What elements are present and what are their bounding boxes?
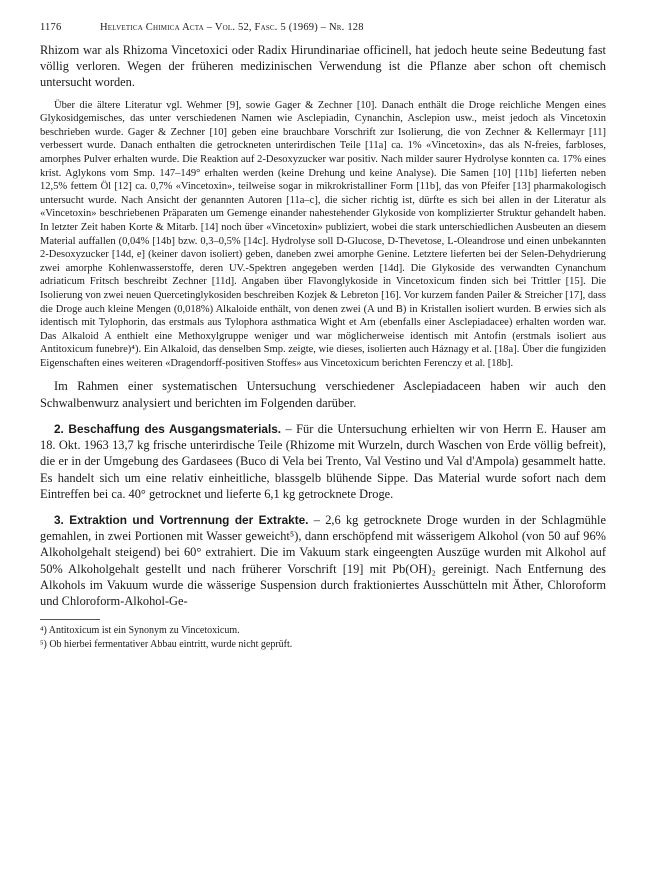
- section-3: [40, 512, 606, 609]
- frame-paragraph: Im Rahmen einer systematischen Untersuchung verschiedener Asclepiadaceen haben wir auch den Schwalbenwurz analysiert und berichten im Folgenden darüber.: [40, 379, 606, 410]
- section-2-text: – Für die Untersuchung erhielten wir von Herrn E. Hauser am 18. Okt. 1963 13,7 kg frische unterirdische Teile (Rhizome mit Wurzeln, durch Waschen von Erde völlig befreit), die er in der Umgebung des Gardasees (Buco di Vela bei Trento, Val Vestino und Val d'Ampola) gesammelt hatte. Es handelt sich um eine relativ einheitliche, blassgelb blühende Sippe. Das Material wurde sofort nach dem Eintreffen bei ca. 40° getrocknet und lieferte 6,1 kg getrocknete Droge.: [40, 421, 606, 501]
- literature-paragraph: Über die ältere Literatur vgl. Wehmer [9], sowie Gager & Zechner [10]. Danach enthält die Droge reichliche Mengen eines Glykosidgemisches, das unter verschiedenen Namen wie Asclepiadin, Cynanchin, Asclepion usw., meist jedoch als Vincetoxin beschrieben wurde. Gager & Zechner [10] geben eine brauchbare Vorschrift zur Isolierung, die von Zechner & Kellermayr [11] verbessert wurde. Danach enthalten die getrockneten unterirdischen Teile [11a] ca. 1% «Vincetoxin», das als N-freies, farbloses, amorphes Pulver erhalten wurde. Die Reaktion auf 2-Desoxyzucker war positiv. Nach milder saurer Hydrolyse konnten ca. 17% eines krist. Aglykons vom Smp. 147–149° erhalten werden (keine Drehung und keine Analyse). Die Samen [10] [11b] lieferten neben 12,5% fettem Öl [12] ca. 0,7% «Vincetoxin», teilweise sogar in mikrokristalliner Form [11b], das von Pfeifer [13] pharmakologisch untersucht wurde. Nach Ansicht der genannten Autoren [11a–c], die sicher richtig ist, dürfte es sich bei allen in der Literatur als «Vincetoxin» beschriebenen Präparaten um Gemenge einander nahestehender Glykoside von komplizierter Struktur gehandelt haben. In letzter Zeit haben Korte & Mitarb. [14] noch über «Vincetoxin» publiziert, wobei die stark unterschiedlichen Ausbeuten an diesem Material auffallen (0,04% [14b] bzw. 0,3–0,5% [14c]. Hydrolyse soll D-Glucose, D-Thevetose, L-Oleandrose und einen unbekannten 2-Desoxyzucker [14d, e] (keiner davon isoliert) geben, daneben zwei amorphe Genine. Letztere lieferten bei der Selen-Dehydrierung zwei amorphe Kohlenwasserstoffe, deren UV.-Spektren angegeben werden [14d]. Die Glykoside des verwandten Cynanchum adriaticum Fritsch beschreibt Zechner [11d]. Angaben über Flavonglykoside in Vincetoxicum finden sich bei Trittler [15]. Die Isolierung von zwei neuen Quercetinglykosiden beschreiben Kozjek & Lebreton [16]. Vor kurzem fanden Pailer & Streicher [17], dass die Droge auch kleine Mengen (0,018%) Alkaloide enthält, von denen zwei (A und B) in Kristallen isoliert wurden. B erwies sich als identisch mit Tylophorin, das erstmals aus Tylophora asthmatica Wight et Arn (ebenfalls einer Asclepiadacee) erhalten worden war. Das Alkaloid A enthielt eine Methoxylgruppe weniger und war möglicherweise identisch mit Antofin (erstmals isoliert aus Antitoxicum funebre)⁴). Ein Alkaloid, das denselben Smp. zeigte, wie dieses, isolierten auch Háznagy et al. [18a]. Über die fungiziden Eigenschaften eines weiteren «Dragendorff-positiven Stoffes» aus Vincetoxicum berichten Ferenczy et al. [18b].: [40, 99, 606, 369]
- section-2: [40, 421, 606, 502]
- page-number: 1176: [40, 22, 62, 33]
- section-3-text: – 2,6 kg getrocknete Droge wurden in der Schlagmühle gemahlen, in zwei Portionen mit Wasser geweicht⁵), dann erschöpfend mit wässerigem Alkohol (von 50 auf 96% Alkoholgehalt steigend) bei 60° extrahiert. Die im Vakuum stark eingeengten Auszüge wurden mit Alkohol auf 50% Alkoholgehalt gestellt und nach früherer Vorschrift [19] mit Pb(OH)₂ gereinigt. Nach Entfernung des Alkohols im Vakuum wurde die wässerige Suspension durch fraktioniertes Ausschütteln mit Äther, Chloroform und Chloroform-Alkohol-Ge-: [40, 512, 606, 608]
- footnote-4: ⁴) Antitoxicum ist ein Synonym zu Vincetoxicum.: [40, 625, 240, 637]
- running-header: [40, 22, 606, 33]
- page: [40, 22, 606, 651]
- section-3-title: 3. Extraktion und Vortrennung der Extrakte.: [54, 512, 309, 527]
- running-title: Helvetica Chimica Acta – Vol. 52, Fasc. 5 (1969) – Nr. 128: [100, 22, 364, 33]
- section-2-title: 2. Beschaffung des Ausgangsmaterials.: [54, 421, 282, 436]
- intro-paragraph: Rhizom war als Rhizoma Vincetoxici oder Radix Hirundinariae officinell, hat jedoch heute seine Bedeutung fast völlig verloren. Wegen der früheren medizinischen Verwendung ist die Pflanze aber schon oft chemisch untersucht worden.: [40, 43, 606, 90]
- footnote-5: ⁵) Ob hierbei fermentativer Abbau eintritt, wurde nicht geprüft.: [40, 638, 293, 650]
- footnote-rule: [40, 619, 100, 620]
